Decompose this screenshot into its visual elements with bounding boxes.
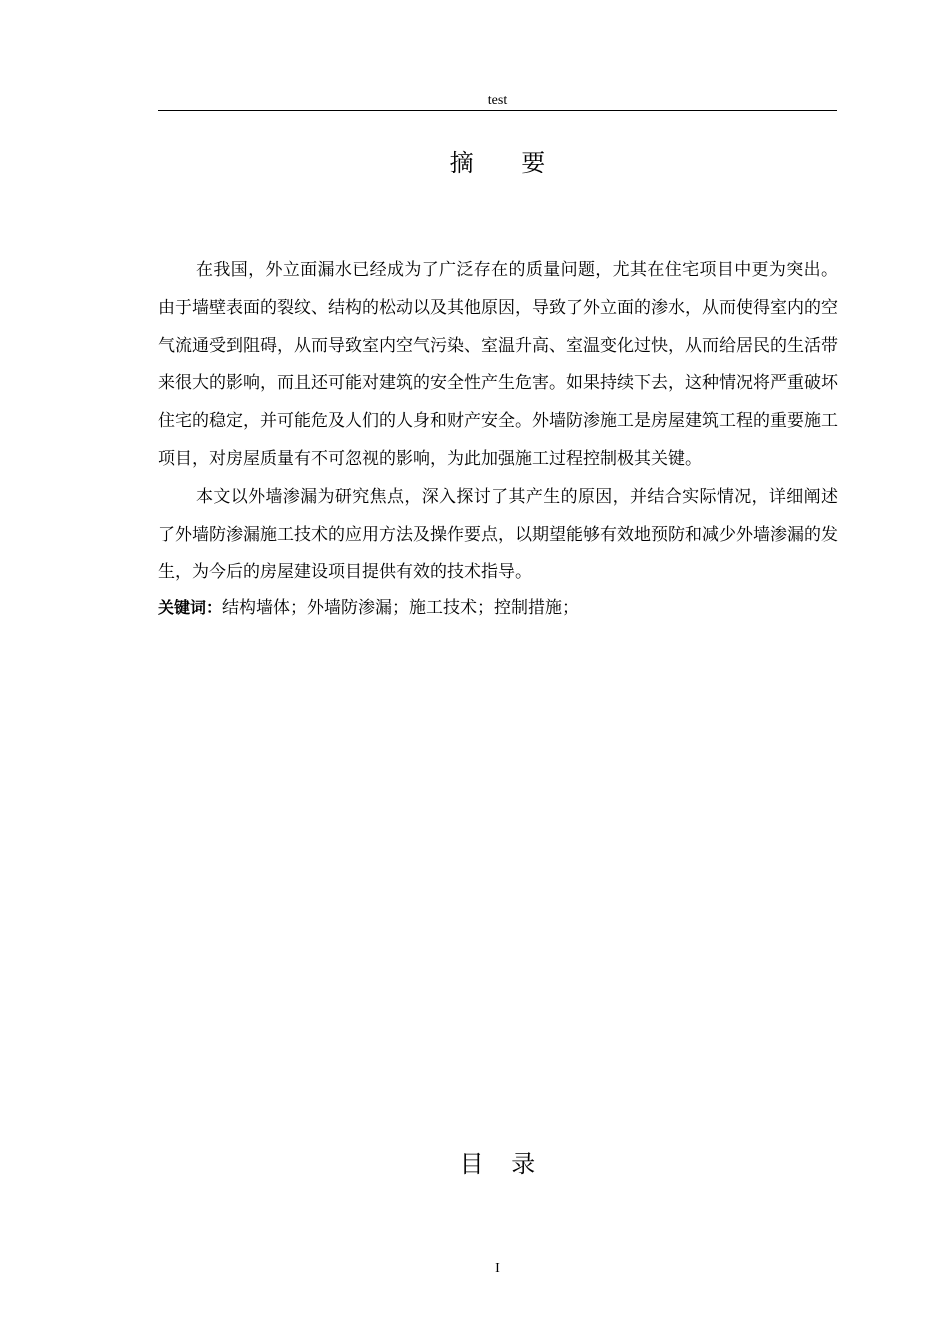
abstract-body <box>158 252 838 623</box>
header-divider <box>158 110 837 111</box>
keywords-label: 关键词： <box>158 598 223 618</box>
keywords-line <box>158 593 838 623</box>
page-number: I <box>495 1261 500 1276</box>
abstract-title: 摘 要 <box>449 149 566 177</box>
page-header: test <box>487 93 508 108</box>
abstract-paragraph-1: 在我国，外立面漏水已经成为了广泛存在的质量问题，尤其在住宅项目中更为突出。由于墙壁表面的裂纹、结构的松动以及其他原因，导致了外立面的渗水，从而使得室内的空气流通受到阻碍，从而导致室内空气污染、室温升高、室温变化过快，从而给居民的生活带来很大的影响，而且还可能对建筑的安全性产生危害。如果持续下去，这种情况将严重破坏住宅的稳定，并可能危及人们的人身和财产安全。外墙防渗施工是房屋建筑工程的重要施工项目，对房屋质量有不可忽视的影响，为此加强施工过程控制极其关键。 <box>158 260 838 469</box>
toc-title: 目 录 <box>459 1150 546 1178</box>
abstract-paragraph-2: 本文以外墙渗漏为研究焦点，深入探讨了其产生的原因，并结合实际情况，详细阐述了外墙防渗漏施工技术的应用方法及操作要点，以期望能够有效地预防和减少外墙渗漏的发生，为今后的房屋建设项目提供有效的技术指导。 <box>158 486 838 583</box>
keywords-text: 结构墙体；外墙防渗漏；施工技术；控制措施； <box>222 598 580 619</box>
